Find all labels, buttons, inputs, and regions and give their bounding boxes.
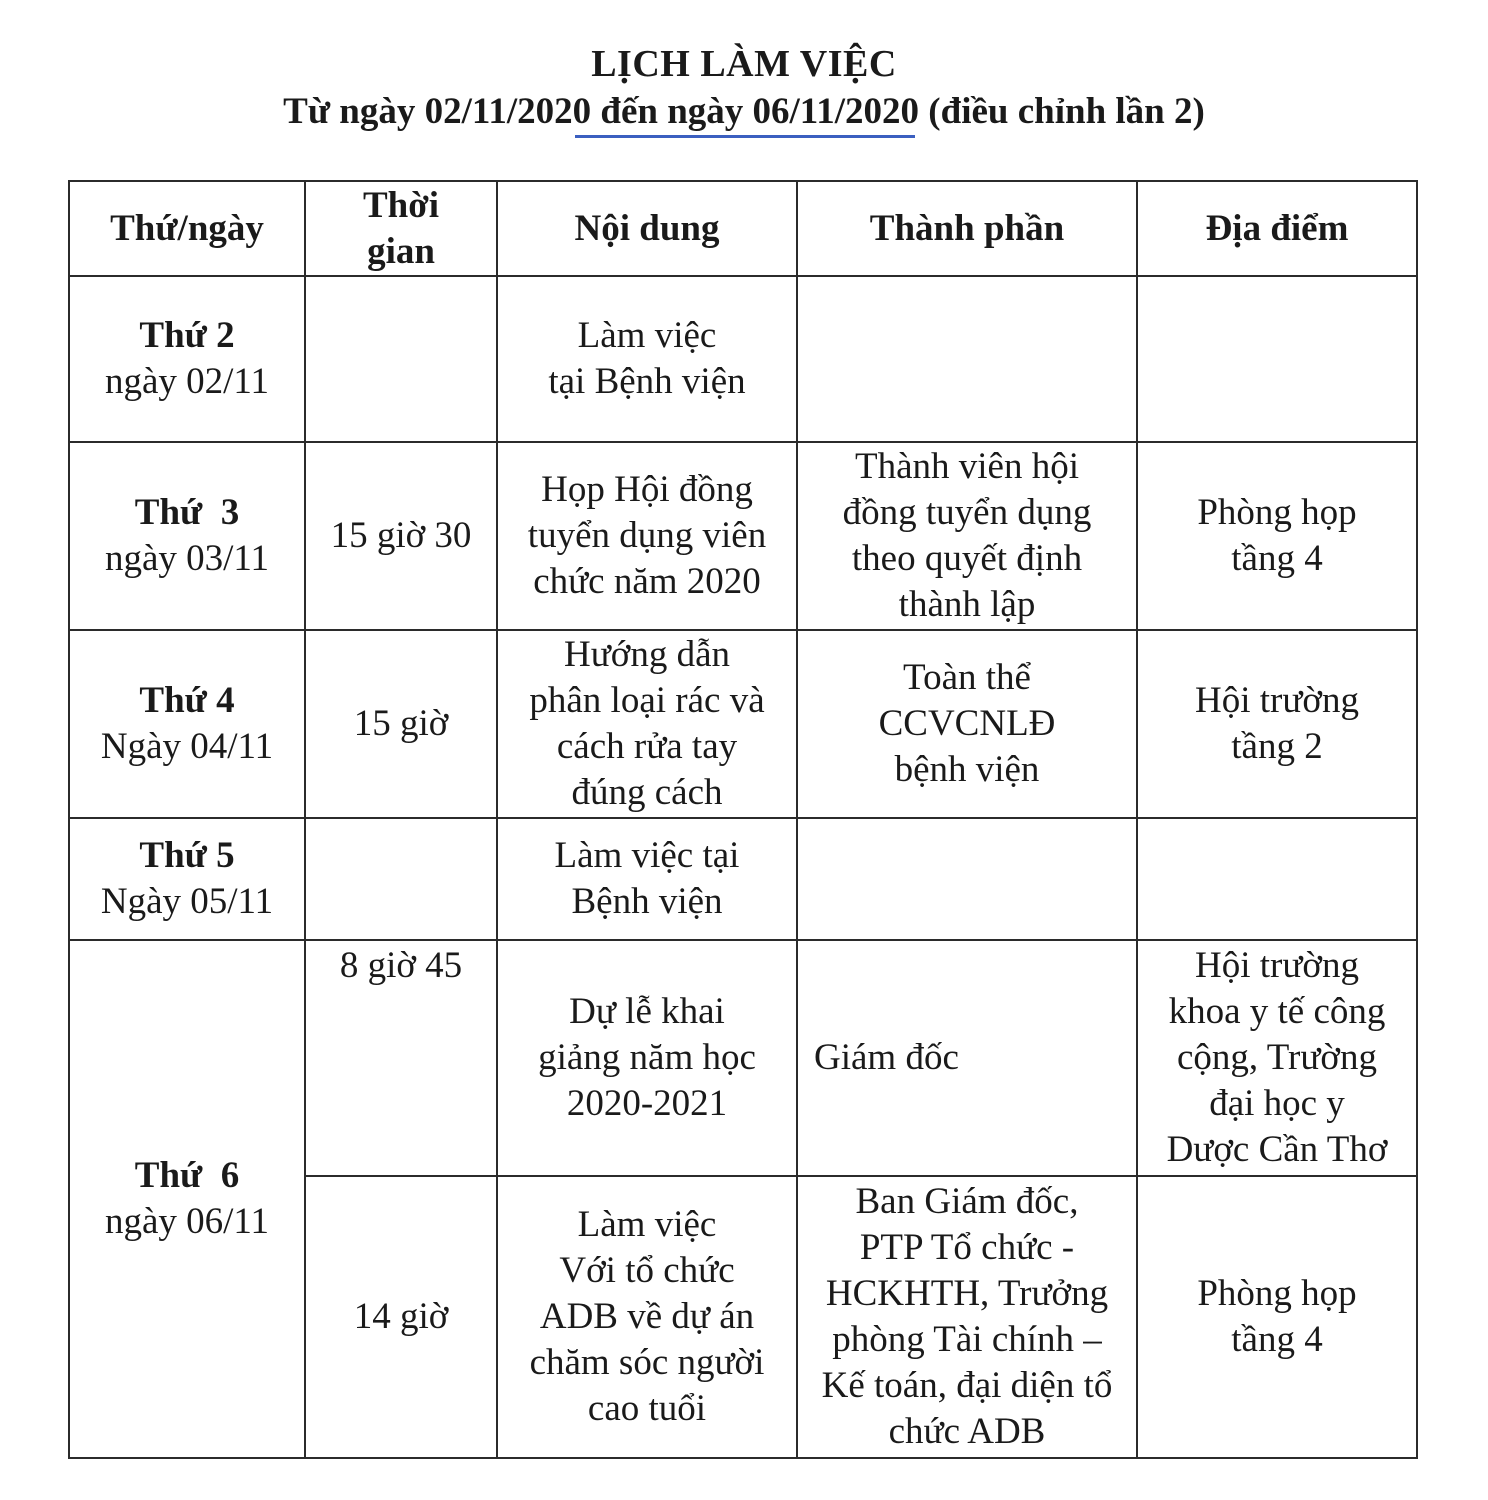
time-cell: 14 giờ [305, 1176, 497, 1458]
header-row [69, 181, 1417, 276]
document-title: LỊCH LÀM VIỆC [591, 43, 897, 85]
schedule-table [68, 180, 1418, 1459]
header-day: Thứ/ngày [69, 181, 305, 276]
day-name: Thứ 6 [134, 1155, 240, 1196]
participants-cell [797, 818, 1137, 940]
table-row [69, 818, 1417, 940]
day-cell [69, 442, 305, 630]
table-row [69, 442, 1417, 630]
day-date: Ngày 05/11 [100, 881, 274, 922]
document-subtitle: Từ ngày 02/11/2020 đến ngày 06/11/2020 (điều chỉnh lần 2) [283, 91, 1205, 132]
content-cell: Làm việc tại Bệnh viện [497, 276, 797, 442]
content-cell: Làm việc Với tổ chức ADB về dự án chăm sóc người cao tuổi [497, 1176, 797, 1458]
participants-cell: Toàn thể CCVCNLĐ bệnh viện [797, 630, 1137, 818]
day-date: Ngày 04/11 [100, 726, 274, 767]
location-cell: Phòng họp tầng 4 [1137, 442, 1417, 630]
content-cell: Làm việc tại Bệnh viện [497, 818, 797, 940]
day-name: Thứ 2 [139, 315, 235, 356]
time-cell [305, 276, 497, 442]
day-name: Thứ 5 [139, 835, 235, 876]
participants-cell: Thành viên hội đồng tuyển dụng theo quyết định thành lập [797, 442, 1137, 630]
time-cell: 8 giờ 45 [305, 940, 497, 1176]
time-cell [305, 818, 497, 940]
time-cell: 15 giờ 30 [305, 442, 497, 630]
day-date: ngày 06/11 [104, 1201, 270, 1242]
table-row [69, 940, 1417, 1176]
spellcheck-underline [575, 135, 915, 138]
day-cell [69, 818, 305, 940]
content-cell: Dự lễ khai giảng năm học 2020-2021 [497, 940, 797, 1176]
table-row [69, 276, 1417, 442]
day-cell [69, 940, 305, 1458]
location-cell: Hội trường tầng 2 [1137, 630, 1417, 818]
content-cell: Họp Hội đồng tuyển dụng viên chức năm 2020 [497, 442, 797, 630]
header-location: Địa điểm [1137, 181, 1417, 276]
participants-cell [797, 276, 1137, 442]
header-content: Nội dung [497, 181, 797, 276]
location-cell [1137, 276, 1417, 442]
day-cell [69, 630, 305, 818]
table-row [69, 630, 1417, 818]
day-cell [69, 276, 305, 442]
location-cell: Hội trường khoa y tế công cộng, Trường đại học y Dược Cần Thơ [1137, 940, 1417, 1176]
location-cell: Phòng họp tầng 4 [1137, 1176, 1417, 1458]
day-name: Thứ 4 [139, 680, 235, 721]
header-time: Thời gian [305, 181, 497, 276]
content-cell: Hướng dẫn phân loại rác và cách rửa tay đúng cách [497, 630, 797, 818]
participants-cell: Ban Giám đốc, PTP Tổ chức - HCKHTH, Trưởng phòng Tài chính – Kế toán, đại diện tổ chức ADB [797, 1176, 1137, 1458]
location-cell [1137, 818, 1417, 940]
day-name: Thứ 3 [134, 492, 240, 533]
participants-cell: Giám đốc [797, 940, 1137, 1176]
day-date: ngày 02/11 [104, 361, 270, 402]
document-header [0, 40, 1488, 136]
day-date: ngày 03/11 [104, 538, 270, 579]
header-participants: Thành phần [797, 181, 1137, 276]
time-cell: 15 giờ [305, 630, 497, 818]
